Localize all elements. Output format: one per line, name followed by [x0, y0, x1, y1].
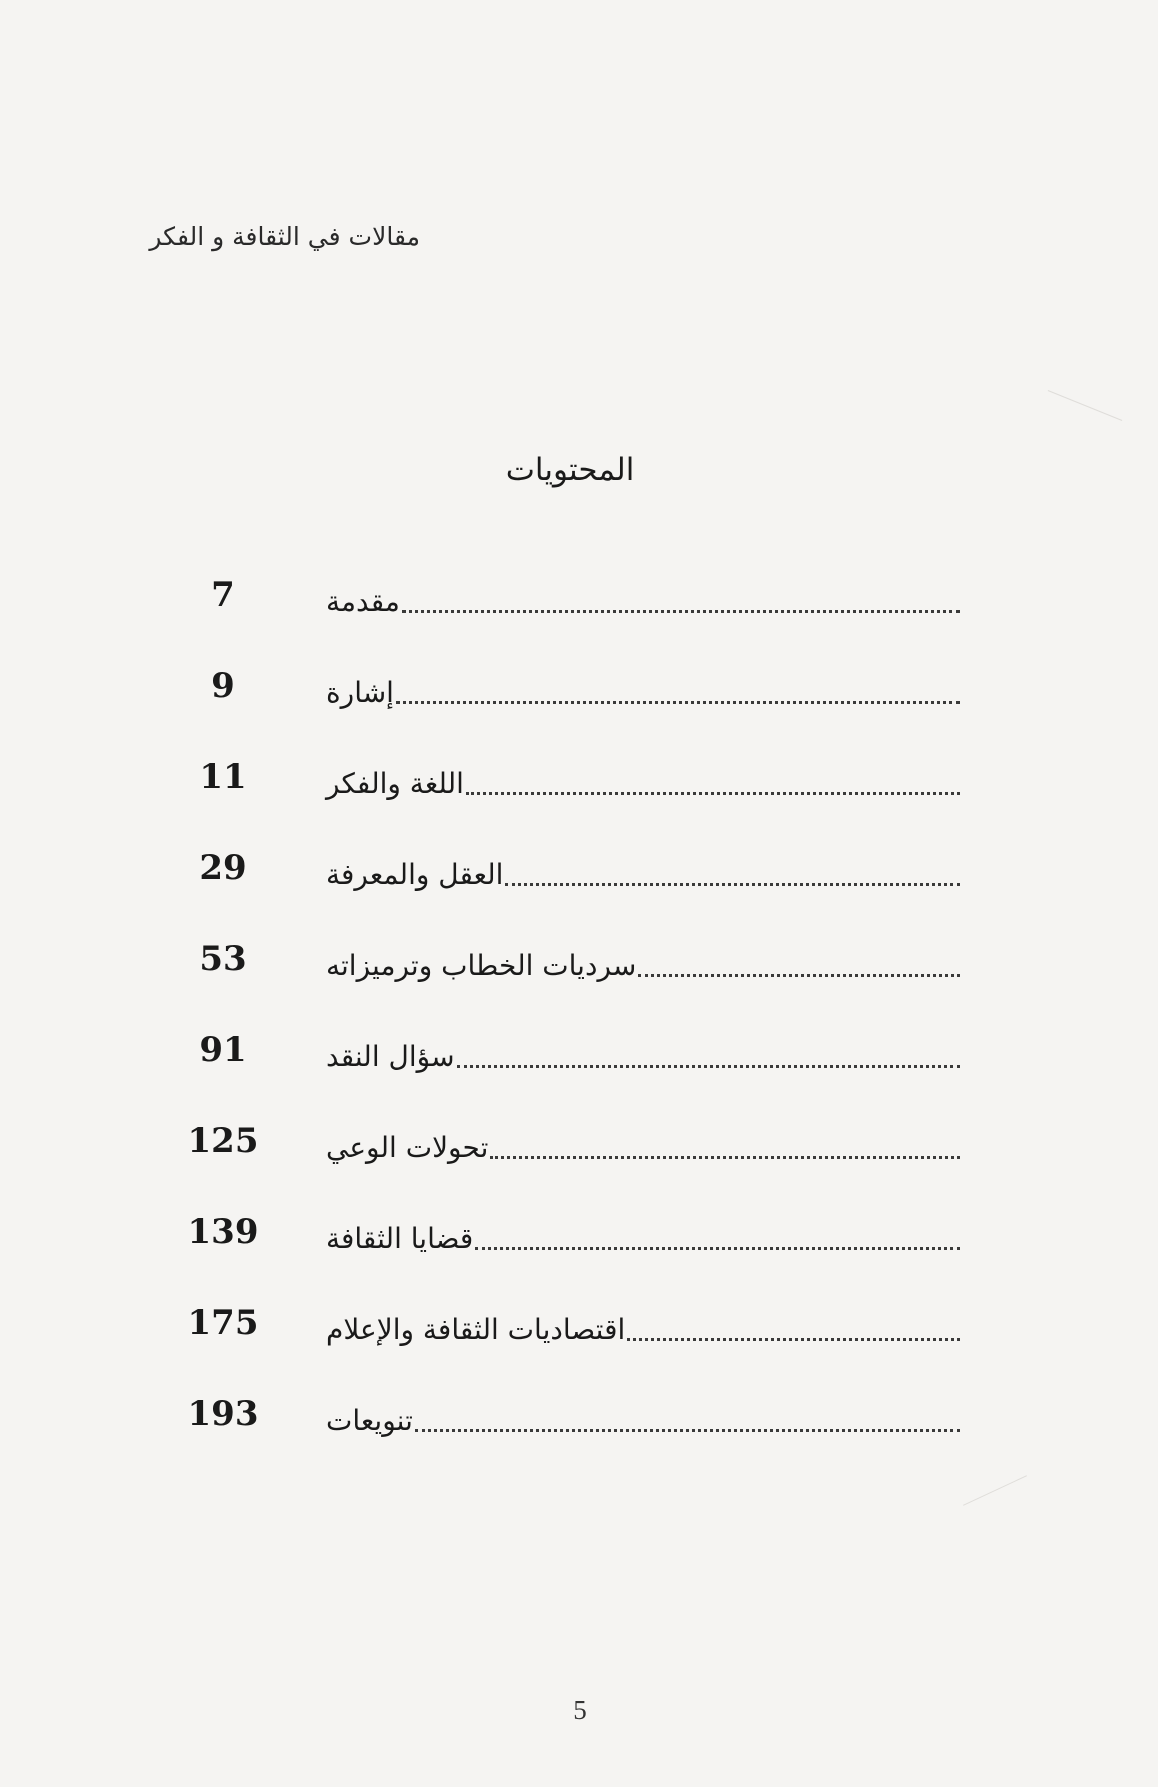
dot-leader	[475, 1247, 960, 1250]
dot-leader	[505, 883, 960, 886]
toc-page-number: 91	[199, 1030, 247, 1070]
toc-entry-label: مقدمة	[326, 585, 400, 618]
toc-entry-line	[326, 1217, 960, 1261]
toc-entry	[180, 1118, 970, 1209]
toc-page-number: 29	[199, 848, 247, 888]
toc-entry-label: قضايا الثقافة	[326, 1222, 474, 1255]
toc-entry	[180, 1391, 970, 1482]
dot-leader	[402, 610, 960, 613]
toc-entry	[180, 754, 970, 845]
toc-page-number: 175	[187, 1303, 259, 1343]
toc-title: المحتويات	[505, 452, 635, 488]
toc-entry	[180, 845, 970, 936]
toc-entry-line	[326, 1399, 960, 1443]
toc-entry-line	[326, 1035, 960, 1079]
toc-entry-label: سرديات الخطاب وترميزاته	[326, 949, 637, 982]
paper-mark	[963, 1475, 1027, 1505]
dot-leader	[490, 1156, 960, 1159]
page-number: 5	[573, 1695, 587, 1725]
toc-entry-label: تنويعات	[326, 1404, 413, 1437]
dot-leader	[396, 701, 960, 704]
toc-entry-label: العقل والمعرفة	[326, 858, 504, 891]
toc-entry	[180, 663, 970, 754]
toc-page-number: 193	[187, 1394, 259, 1434]
toc-entry-line	[326, 671, 960, 715]
dot-leader	[415, 1429, 960, 1432]
toc-entry	[180, 936, 970, 1027]
toc-entry-label: إشارة	[326, 676, 394, 709]
toc-entry-label: اقتصاديات الثقافة والإعلام	[326, 1313, 626, 1346]
toc-entry	[180, 1300, 970, 1391]
toc-entry	[180, 1209, 970, 1300]
toc-entry-label: سؤال النقد	[326, 1040, 455, 1073]
dot-leader	[638, 974, 960, 977]
dot-leader	[627, 1338, 960, 1341]
toc-entry-label: اللغة والفكر	[326, 767, 464, 800]
running-header: مقالات في الثقافة و الفكر	[149, 222, 420, 251]
toc-entry	[180, 572, 970, 663]
toc-entry-line	[326, 944, 960, 988]
paper-mark	[1048, 390, 1123, 421]
toc-entry-line	[326, 853, 960, 897]
toc-entry-line	[326, 580, 960, 624]
toc-entry-line	[326, 1126, 960, 1170]
dot-leader	[457, 1065, 960, 1068]
toc-list	[180, 572, 970, 1482]
toc-page-number: 139	[187, 1212, 259, 1252]
toc-entry-line	[326, 762, 960, 806]
toc-page-number: 53	[199, 939, 247, 979]
toc-entry-line	[326, 1308, 960, 1352]
toc-page-number: 125	[187, 1121, 259, 1161]
toc-page-number: 7	[211, 575, 235, 615]
toc-entry	[180, 1027, 970, 1118]
toc-page-number: 11	[199, 757, 247, 797]
toc-page-number: 9	[211, 666, 235, 706]
dot-leader	[466, 792, 960, 795]
toc-entry-label: تحولات الوعي	[326, 1131, 489, 1164]
